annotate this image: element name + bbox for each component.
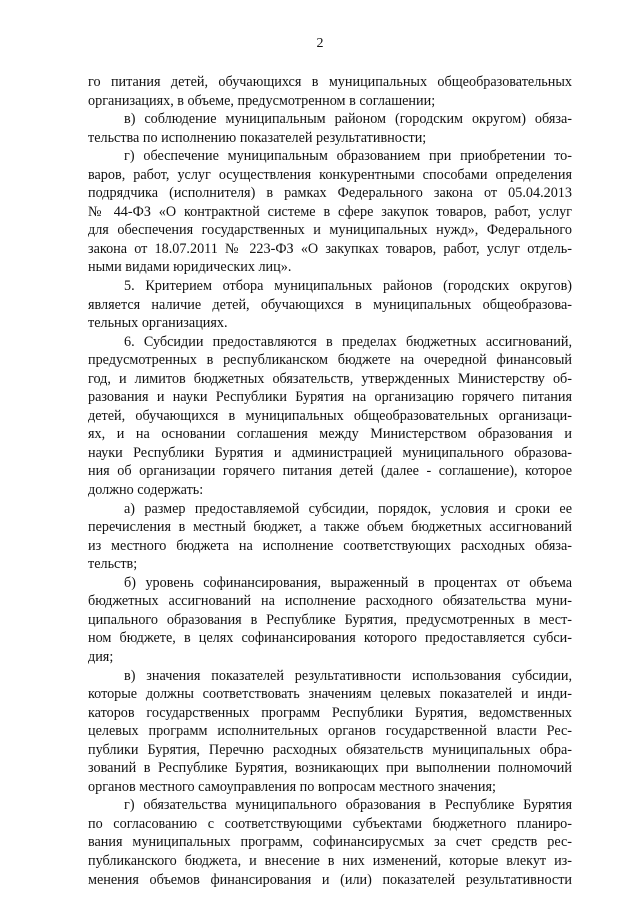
text-line: по согласованию с соответствующими субъектами бюджетного планиро-: [88, 815, 572, 832]
text-line: в) соблюдение муниципальным районом (городским округом) обяза-: [124, 111, 572, 128]
text-line: бюджетных ассигнований на исполнение расходного обязательства муни-: [88, 593, 572, 610]
text-line: зований в Республике Бурятия, возникающих при выполнении полномочий: [88, 760, 572, 777]
text-line: г) обеспечение муниципальным образованием при приобретении то-: [124, 148, 572, 165]
text-line: каторов государственных программ Республики Бурятия, ведомственных: [88, 704, 572, 721]
document-body: [88, 73, 572, 889]
page-number: 2: [316, 36, 324, 51]
text-line: публиканского бюджета, и внесение в них изменений, которые влекут из-: [88, 852, 572, 869]
text-line: детей, обучающихся в муниципальных общеобразовательных организаци-: [88, 407, 572, 424]
text-line: организациях, в объеме, предусмотренном в соглашении;: [88, 92, 436, 109]
text-line: должно содержать:: [88, 482, 204, 499]
text-line: ния об организации горячего питания детей (далее - соглашение), которое: [88, 463, 572, 480]
text-line: 5. Критерием отбора муниципальных районов (городских округов): [124, 278, 572, 295]
text-line: 6. Субсидии предоставляются в пределах бюджетных ассигнований,: [124, 333, 572, 350]
text-line: подрядчика (исполнителя) в рамках Федерального закона от 05.04.2013: [88, 185, 572, 202]
text-line: закона от 18.07.2011 № 223-ФЗ «О закупках товаров, работ, услуг отдель-: [88, 240, 572, 257]
text-line: органов местного самоуправления по вопросам местного значения;: [88, 778, 496, 795]
text-line: а) размер предоставляемой субсидии, порядок, условия и сроки ее: [124, 500, 572, 517]
text-line: предусмотренных в республиканском бюджете на очередной финансовый: [88, 352, 572, 369]
text-line: ном бюджете, в целях софинансирования которого предоставляется субси-: [88, 630, 572, 647]
text-line: в) значения показателей результативности использования субсидии,: [124, 667, 572, 684]
text-line: является наличие детей, обучающихся в муниципальных общеобразова-: [88, 296, 572, 313]
text-line: б) уровень софинансирования, выраженный в процентах от объема: [124, 574, 572, 591]
text-line: целевых программ исполнительных органов государственной власти Рес-: [88, 723, 572, 740]
text-line: вания муниципальных программ, софинансирусмых за счет средств рес-: [88, 834, 572, 851]
text-line: № 44-ФЗ «О контрактной системе в сфере закупок товаров, работ, услуг: [88, 203, 572, 220]
text-line: тельных организациях.: [88, 315, 228, 332]
text-line: менения объемов финансирования и (или) показателей результативности: [88, 871, 572, 888]
text-line: для обеспечения государственных и муниципальных нужд», Федерального: [88, 222, 572, 239]
text-line: которые должны соответствовать значениям целевых показателей и инди-: [88, 686, 572, 703]
text-line: варов, работ, услуг осуществления конкурентными способами определения: [88, 166, 572, 183]
text-line: разования и науки Республики Бурятия на организацию горячего питания: [88, 389, 572, 406]
text-line: дия;: [88, 648, 114, 665]
text-line: перечисления в местный бюджет, а также объем бюджетных ассигнований: [88, 519, 572, 536]
text-line: г) обязательства муниципального образования в Республике Бурятия: [124, 797, 572, 814]
text-line: ными видами юридических лиц».: [88, 259, 292, 276]
text-line: ях, и на основании соглашения между Министерством образования и: [88, 426, 572, 443]
text-line: ципального образования в Республике Бурятия, предусмотренных в мест-: [88, 611, 572, 628]
text-line: публики Бурятия, Перечню расходных обязательств муниципальных обра-: [88, 741, 572, 758]
text-line: год, и лимитов бюджетных обязательств, утвержденных Министерству об-: [88, 370, 572, 387]
text-line: науки Республики Бурятия и администрацией муниципального образова-: [88, 444, 572, 461]
text-line: тельств;: [88, 556, 138, 573]
text-line: тельства по исполнению показателей результативности;: [88, 129, 427, 146]
text-line: из местного бюджета на исполнение соответствующих расходных обяза-: [88, 537, 572, 554]
text-line: го питания детей, обучающихся в муниципальных общеобразовательных: [88, 74, 572, 90]
